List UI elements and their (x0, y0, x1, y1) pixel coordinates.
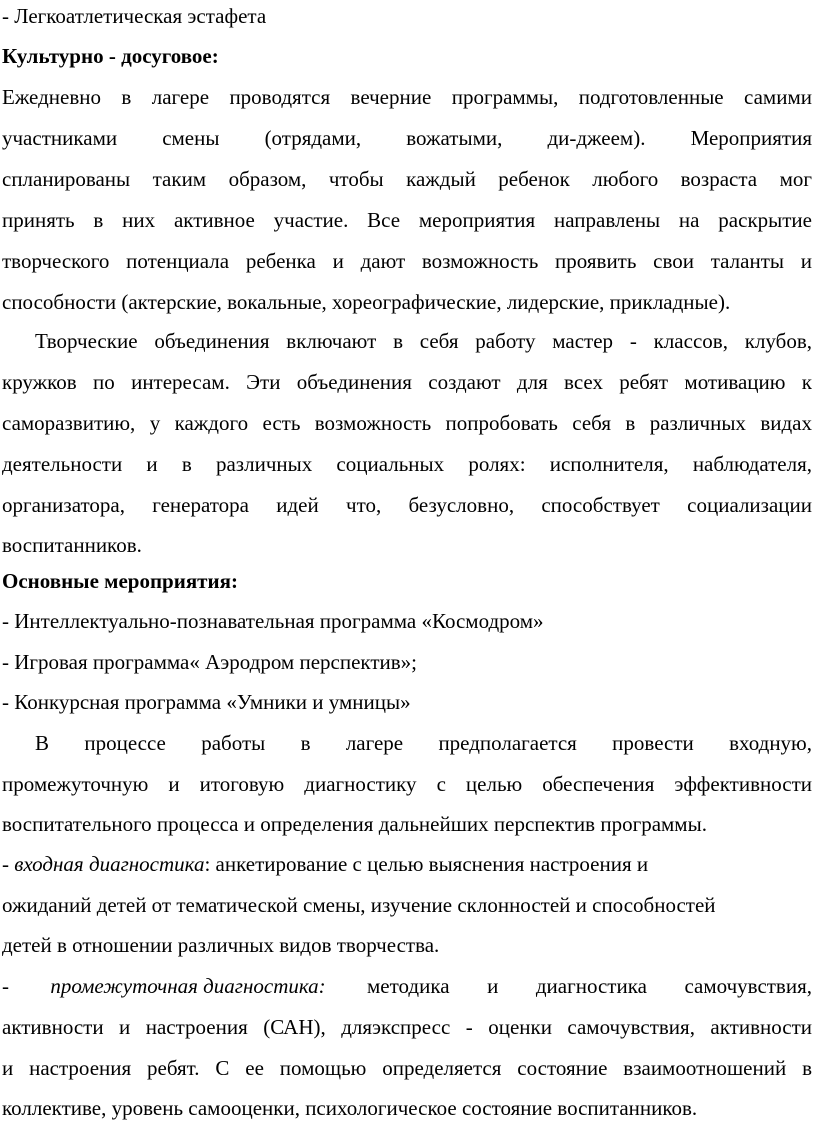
paragraph-line: саморазвитию, у каждого есть возможность попробовать себя в различных видах (2, 411, 812, 435)
event-list-item: - Интеллектуально-познавательная программа «Космодром» (2, 609, 544, 633)
paragraph-line: организатора, генератора идей что, безусловно, способствует социализации (2, 493, 812, 517)
paragraph-line: детей в отношении различных видов творчества. (2, 933, 440, 957)
diagnostic-entry-input (2, 850, 812, 878)
paragraph-line: воспитательного процесса и определения дальнейших перспектив программы. (2, 812, 707, 836)
section-heading-cultural: Культурно - досуговое: (2, 44, 219, 68)
paragraph-line: деятельности и в различных социальных ролях: исполнителя, наблюдателя, (2, 452, 812, 476)
relay-item: - Легкоатлетическая эстафета (2, 4, 267, 28)
term-intermediate-diagnostics: промежуточная диагностика: (50, 974, 326, 998)
paragraph-line: промежуточную и итоговую диагностику с целью обеспечения эффективности (2, 772, 812, 796)
paragraph-line: творческого потенциала ребенка и дают возможность проявить свои таланты и (2, 249, 812, 273)
event-list-item: - Игровая программа« Аэродром перспектив»; (2, 650, 417, 674)
list-dash: - (2, 974, 9, 998)
paragraph-line: Творческие объединения включают в себя работу мастер - классов, клубов, (35, 329, 812, 353)
paragraph-line: воспитанников. (2, 533, 142, 557)
term-input-diagnostics: входная диагностика (14, 852, 205, 876)
paragraph-line: участниками смены (отрядами, вожатыми, ди-джеем). Мероприятия (2, 126, 812, 150)
term-description: методика и диагностика самочувствия, (367, 974, 812, 998)
paragraph-line: В процессе работы в лагере предполагается провести входную, (35, 731, 812, 755)
paragraph-line: коллективе, уровень самооценки, психологическое состояние воспитанников. (2, 1096, 698, 1120)
diagnostic-entry-intermediate (2, 972, 812, 1000)
term-description: : анкетирование с целью выяснения настроения и (204, 852, 649, 876)
paragraph-line: и настроения ребят. С ее помощью определяется состояние взаимоотношений в (2, 1056, 812, 1080)
paragraph-line: принять в них активное участие. Все мероприятия направлены на раскрытие (2, 208, 812, 232)
paragraph-line: Ежедневно в лагере проводятся вечерние программы, подготовленные самими (2, 85, 812, 109)
paragraph-line: кружков по интересам. Эти объединения создают для всех ребят мотивацию к (2, 370, 812, 394)
list-dash: - (2, 852, 15, 876)
paragraph-line: ожиданий детей от тематической смены, изучение склонностей и способностей (2, 893, 716, 917)
section-heading-events: Основные мероприятия: (2, 569, 238, 593)
paragraph-line: активности и настроения (САН), дляэкспресс - оценки самочувствия, активности (2, 1015, 812, 1039)
paragraph-line: спланированы таким образом, чтобы каждый ребенок любого возраста мог (2, 167, 812, 191)
event-list-item: - Конкурсная программа «Умники и умницы» (2, 690, 411, 714)
paragraph-line: способности (актерские, вокальные, хореографические, лидерские, прикладные). (2, 290, 731, 314)
